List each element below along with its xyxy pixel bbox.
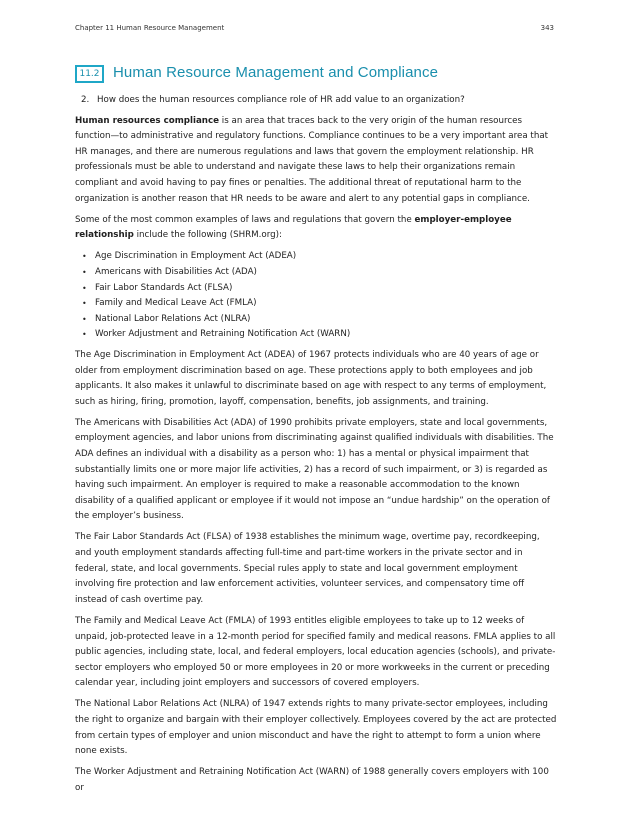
section-title: Human Resource Management and Compliance xyxy=(113,64,439,81)
paragraph-adea: The Age Discrimination in Employment Act (ADEA) of 1967 protects individuals who are 40 years of age or older from employment discrimination based on age. These protections apply to both employees and job applicants. It also makes it unlawful to discriminate based on age with respect to any terms of employment, such as hiring, firing, promotion, layoff, compensation, benefits, job assignments, and training. xyxy=(75,349,547,407)
objective-text: How does the human resources compliance role of HR add value to an organization? xyxy=(97,95,465,105)
paragraph-intro-text: is an area that traces back to the very origin of the human resources function—to administrative and regulatory functions. Compliance continues to be a very important area that HR manages, and there are numerous regulations and laws that govern the employment relationship. HR professionals must be able to understand and navigate these laws to help their organizations remain compliant and avoid having to pay fines or penalties. The additional threat of reputational harm to the organization is another reason that HR needs to be aware and alert to any potential gaps in compliance. xyxy=(75,115,549,204)
list-item-text: National Labor Relations Act (NLRA) xyxy=(95,313,251,324)
section-heading xyxy=(75,64,555,86)
bullet-icon: • xyxy=(82,283,87,293)
list-item-text: Family and Medical Leave Act (FMLA) xyxy=(95,298,257,309)
list-item-text: Americans with Disabilities Act (ADA) xyxy=(95,266,257,277)
chapter-title: Chapter 11 Human Resource Management xyxy=(75,24,225,32)
body-text xyxy=(75,93,557,802)
laws-lead-post: include the following (SHRM.org): xyxy=(133,230,282,241)
page-number: 343 xyxy=(540,24,554,32)
bullet-icon: • xyxy=(82,314,87,324)
running-header xyxy=(75,24,554,36)
paragraph-warn: The Worker Adjustment and Retraining Notification Act (WARN) of 1988 generally covers employers with 100 or xyxy=(75,767,549,793)
learning-objective xyxy=(75,93,557,109)
list-item xyxy=(75,249,557,265)
objective-number: 2. xyxy=(81,95,90,105)
key-term: Human resources compliance xyxy=(75,115,220,126)
list-item xyxy=(75,296,557,312)
list-item xyxy=(75,327,557,343)
paragraph-flsa: The Fair Labor Standards Act (FLSA) of 1938 establishes the minimum wage, overtime pay, recordkeeping, and youth employment standards affecting full-time and part-time workers in the private sector and in federal, state, and local governments. Special rules apply to state and local government employment involving fire protection and law enforcement activities, volunteer services, and compensatory time off instead of cash overtime pay. xyxy=(75,532,540,605)
key-term: employer-employee relationship xyxy=(75,214,512,241)
bullet-icon: • xyxy=(82,330,87,340)
paragraph-ada: The Americans with Disabilities Act (ADA) of 1990 prohibits private employers, state and local governments, employment agencies, and labor unions from discriminating against qualified individuals with disabilities. The ADA defines an individual with a disability as a person who: 1) has a mental or physical impairment that substantially limits one or more major life activities, 2) has a record of such impairment, or 3) is regarded as having such impairment. An employer is required to make a reasonable accommodation to the known disability of a qualified applicant or employee if it would not impose an “undue hardship” on the operation of the employer’s business. xyxy=(75,417,554,522)
list-item-text: Age Discrimination in Employment Act (ADEA) xyxy=(95,251,297,262)
paragraph-fmla: The Family and Medical Leave Act (FMLA) of 1993 entitles eligible employees to take up to 12 weeks of unpaid, job-protected leave in a 12-month period for specified family and medical reasons. FMLA applies to all public agencies, including state, local, and federal employers, local education agencies (schools), and private-sector employers who employed 50 or more employees in 20 or more workweeks in the current or preceding calendar year, including joint employers and successors of covered employers. xyxy=(75,615,556,689)
bullet-icon: • xyxy=(82,252,87,262)
paragraph-nlra: The National Labor Relations Act (NLRA) of 1947 extends rights to many private-sector employees, including the right to organize and bargain with their employer collectively. Employees covered by the act are protected from certain types of employer and union misconduct and have the right to attempt to form a union where none exists. xyxy=(75,699,557,757)
paragraph-intro xyxy=(75,114,557,208)
laws-lead-pre: Some of the most common examples of laws and regulations that govern the xyxy=(75,214,415,225)
bullet-icon: • xyxy=(82,267,87,277)
list-item xyxy=(75,281,557,297)
paragraph-laws-lead xyxy=(75,213,557,244)
list-item-text: Worker Adjustment and Retraining Notification Act (WARN) xyxy=(95,329,351,340)
section-number-badge: 11.2 xyxy=(75,65,104,83)
laws-list xyxy=(75,249,557,343)
list-item-text: Fair Labor Standards Act (FLSA) xyxy=(95,282,233,293)
bullet-icon: • xyxy=(82,299,87,309)
list-item xyxy=(75,312,557,328)
list-item xyxy=(75,265,557,281)
